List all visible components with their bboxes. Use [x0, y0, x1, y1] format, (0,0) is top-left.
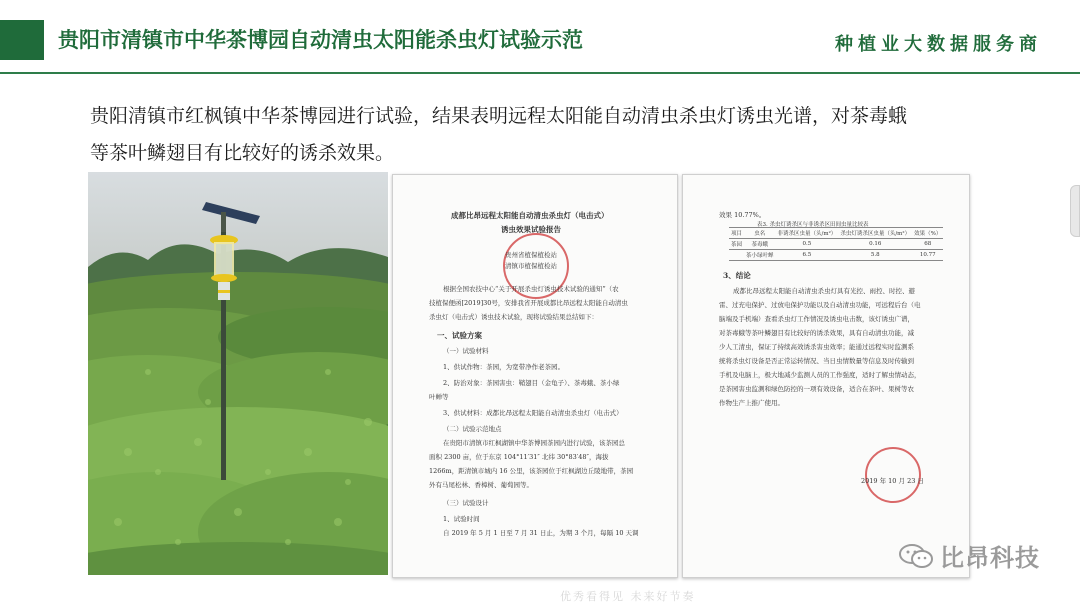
report2-top-line: 效果 10.77%。: [719, 211, 766, 219]
table-cell: 0.5: [776, 239, 839, 250]
report-line: 1、试验时间: [443, 515, 480, 523]
report-subtitle: 诱虫效果试验报告: [501, 225, 561, 234]
table-cell: 茶毒蛾: [744, 239, 776, 250]
report2-date: 2019 年 10 月 23 日: [861, 477, 924, 485]
footer-note: 优秀看得见 未来好节奏: [560, 590, 696, 603]
report-line: 根据全国农技中心“关于开展杀虫灯诱虫技术试验的通知”（农: [443, 285, 619, 293]
results-table: [729, 227, 943, 261]
field-photo: [88, 172, 388, 575]
table-header-cell: 项目: [729, 228, 744, 239]
report-line: （一）试验材料: [443, 347, 489, 355]
header-accent-block: [0, 20, 44, 60]
official-stamp-2: [865, 447, 921, 503]
report-line: 技植保便函[2019]30号，安排我省开展成都比昂远程太阳能自动清虫: [429, 299, 628, 307]
table-header-row: [729, 228, 943, 239]
report-line: （二）试验示范地点: [443, 425, 502, 433]
table-cell: 68: [912, 239, 943, 250]
watermark-text: 比昂科技: [940, 544, 1040, 572]
report-org-2: 清镇市植保植检站: [505, 262, 557, 270]
page-title: 贵阳市清镇市中华茶博园自动清虫太阳能杀虫灯试验示范: [58, 28, 583, 52]
table-cell: 茶小绿叶蝉: [744, 250, 776, 261]
report2-line: 是茶园害虫监测和绿色防控的一项有效设备，适合在茶叶、果树等农: [719, 385, 914, 393]
table-header-cell: 虫名: [744, 228, 776, 239]
table-cell: 0.16: [838, 239, 912, 250]
report2-line: 少人工清虫，保证了持续高效诱杀害虫效率；能通过远程实时监测系: [719, 343, 914, 351]
table-header-cell: 非诱杀区虫量（头/m²）: [776, 228, 839, 239]
wechat-icon: [898, 542, 934, 570]
report-line: 1、供试作物：茶园，为宽带净作老茶园。: [443, 363, 565, 371]
report-page-2: [682, 174, 970, 578]
table-cell: 6.5: [776, 250, 839, 261]
report2-line: 作物生产上推广使用。: [719, 399, 784, 407]
report2-line: 对茶毒蛾等茶叶鳞翅目有比较好的诱杀效果，具有自动清虫功能，减: [719, 329, 914, 337]
table-row: [729, 239, 943, 250]
side-scroll-tab[interactable]: [1070, 185, 1080, 237]
report-line: 外有马尾松林、香樟树、葡萄园等。: [429, 481, 533, 489]
report2-line: 成都比昂远程太阳能自动清虫杀虫灯具有光控、雨控、时控、避: [733, 287, 915, 295]
report-page-1: [392, 174, 678, 578]
report-line: 面积 2300 亩，位于东京 104°11′31″ 北纬 30°83′48″，海拔: [429, 453, 609, 461]
report-line: 在贵阳市清镇市红枫湖镇中华茶博园茶园内进行试验，该茶园总: [443, 439, 625, 447]
report-line: 杀虫灯（电击式）诱虫技术试验，现将试验结果总结如下：: [429, 313, 598, 321]
report-line: 自 2019 年 5 月 1 日至 7 月 31 日止，为期 3 个月，每隔 10 天调: [443, 529, 639, 537]
report-line: （三）试验设计: [443, 499, 489, 507]
table-cell: [729, 250, 744, 261]
report-org-1: 贵州省植保植检站: [505, 251, 557, 259]
tea-garden-lamp-image: [88, 172, 388, 575]
table-row: [729, 250, 943, 261]
report2-line: 统将杀虫灯设备是否正常运转情况、当日虫情数量等信息及时传输到: [719, 357, 914, 365]
body-line-2: 等茶叶鳞翅目有比较好的诱杀效果。: [90, 142, 395, 164]
body-line-1: 贵阳清镇市红枫镇中华茶博园进行试验，结果表明远程太阳能自动清虫杀虫灯诱虫光谱，对茶毒蛾: [90, 105, 908, 127]
report2-line: 脑端及手机端）查看杀虫灯工作情况及诱虫电击数，该灯诱虫广谱，: [719, 315, 914, 323]
table-cell: 茶园: [729, 239, 744, 250]
brand-tagline: 种植业大数据服务商: [835, 34, 1042, 55]
table-header-cell: 杀虫灯诱杀区虫量（头/m²）: [838, 228, 912, 239]
report2-line: 手机及电脑上，极大地减少监测人员的工作强度，适时了解虫情动态，: [719, 371, 921, 379]
table-header-cell: 效果（%）: [912, 228, 943, 239]
report-line: 2、防治对象：茶园害虫：鞘翅目（金龟子）、茶毒蛾、茶小绿: [443, 379, 620, 387]
report2-line: 雷、过充电保护、过放电保护功能以及自动清虫功能，可远程后台（电: [719, 301, 921, 309]
wechat-watermark: [898, 538, 1040, 573]
table-cell: 5.8: [838, 250, 912, 261]
table-caption: 表3. 杀虫灯诱杀区与非诱杀区田间虫量比较表: [757, 222, 869, 228]
header-divider: [0, 72, 1080, 74]
report-line: 叶蝉等: [429, 393, 449, 401]
report-line: 3、供试材料：成都比昂远程太阳能自动清虫杀虫灯（电击式）: [443, 409, 623, 417]
conclusion-heading: 3、结论: [723, 271, 751, 280]
report-section: 一、试验方案: [437, 331, 482, 340]
body-paragraph: [90, 98, 990, 172]
report-line: 1266m，距清镇市城内 16 公里，该茶园位于红枫湖边丘陵地带，茶园: [429, 467, 634, 475]
report-title: 成都比昂远程太阳能自动清虫杀虫灯（电击式）: [451, 211, 609, 220]
table-cell: 10.77: [912, 250, 943, 261]
